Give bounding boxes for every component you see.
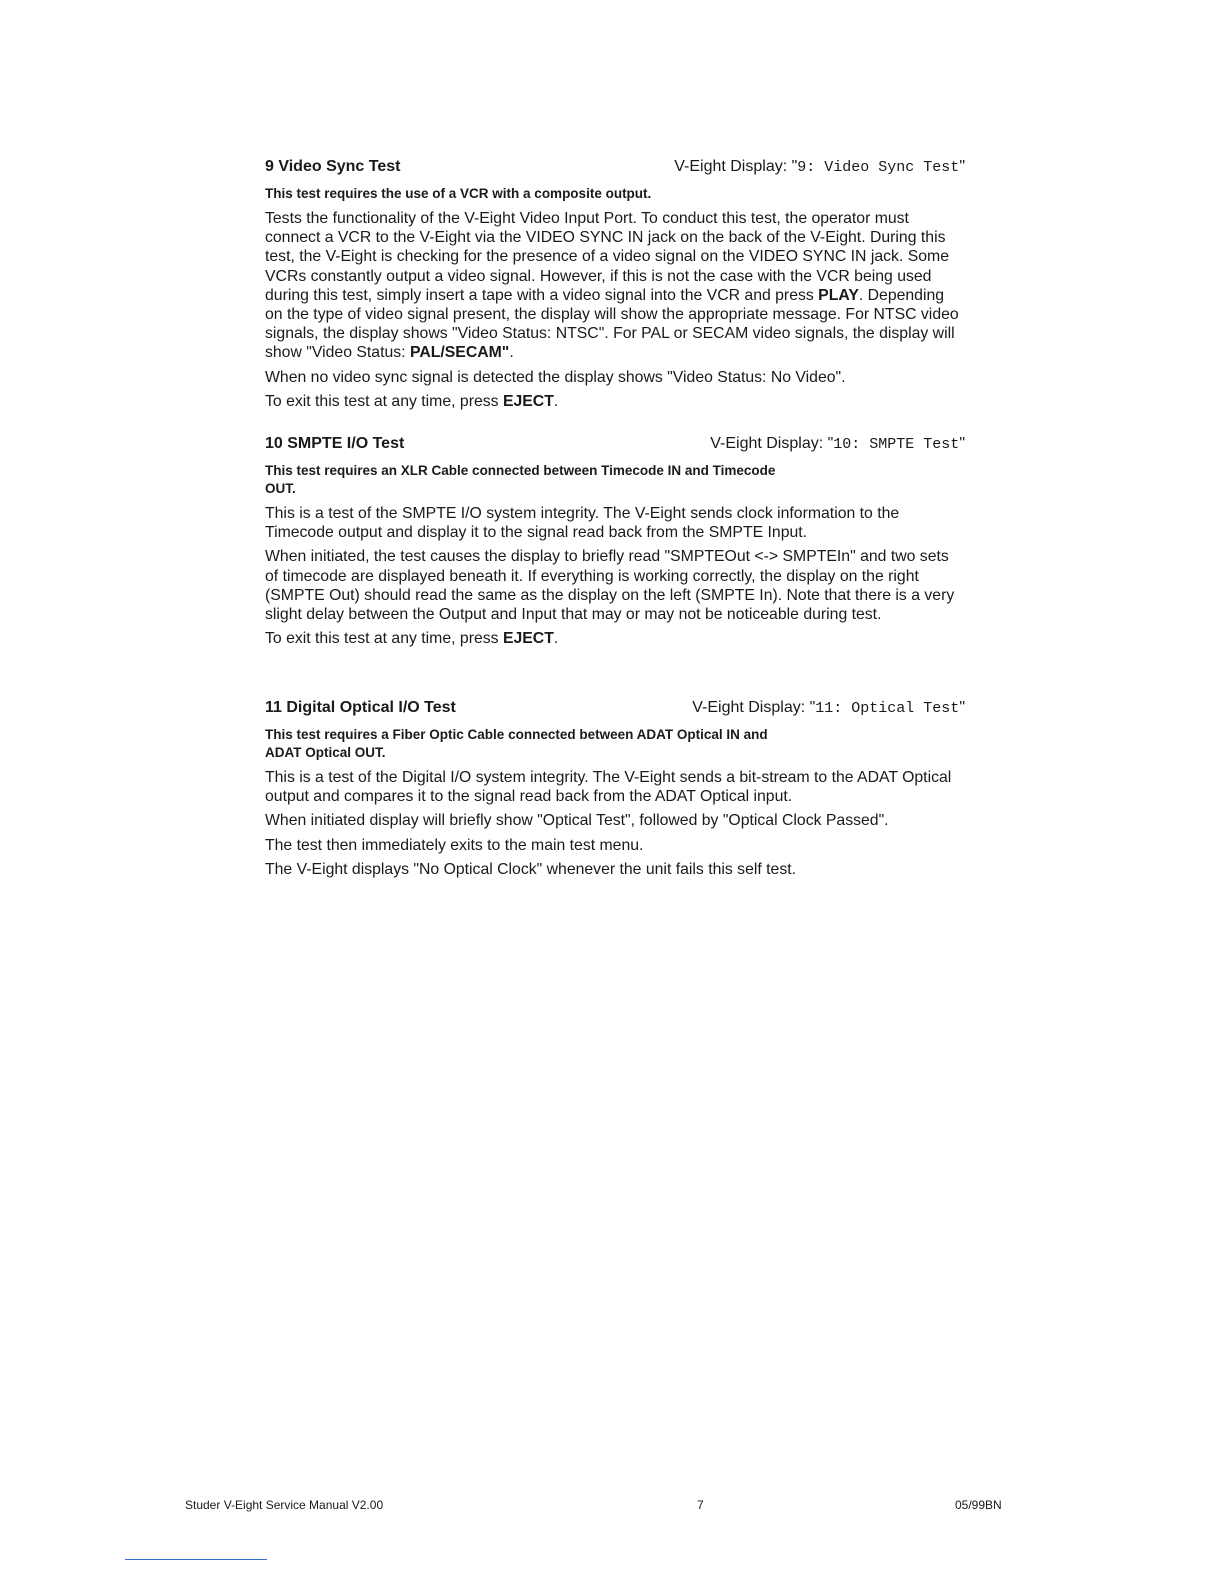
test-requirement: This test requires the use of a VCR with a composite output. (265, 186, 652, 201)
paragraph: Tests the functionality of the V-Eight Video Input Port. To conduct this test, the operator must connect a VCR to the V-Eight via the VIDEO SYNC IN jack on the back of the V-Eight. During this test, the V-Eight is checking for the presence of a video signal on the VIDEO SYNC IN jack. Some VCRs constantly output a video signal. However, if this is not the case with the VCR being used during this test, simply insert a tape with a video signal into the VCR and press PLAY. Depending on the type of video signal present, the display will show the appropriate message. For NTSC video signals, the display shows "Video Status: NTSC". For PAL or SECAM video signals, the display will show "Video Status: PAL/SECAM". (265, 210, 959, 362)
display-code: 11: Optical Test (815, 700, 960, 717)
footer-page-number: 7 (697, 1498, 704, 1512)
display-code: 10: SMPTE Test (833, 436, 960, 453)
display-code: 9: Video Sync Test (797, 159, 960, 176)
section-header (265, 697, 965, 721)
paragraph: When initiated, the test causes the display to briefly read "SMPTEOut <-> SMPTEIn" and two sets of timecode are displayed beneath it. If everything is working correctly, the display on the right (SMPTE Out) should read the same as the display on the left (SMPTE In). Note that there is a very slight delay between the Output and Input that may or may not be noticeable during test. (265, 548, 955, 624)
paragraph: This is a test of the Digital I/O system integrity. The V-Eight sends a bit-stream to the ADAT Optical output and compares it to the signal read back from the ADAT Optical input. (265, 769, 952, 806)
paragraph: To exit this test at any time, press EJECT. (265, 392, 559, 410)
paragraph: When initiated display will briefly show "Optical Test", followed by "Optical Clock Passed". (265, 812, 889, 830)
paragraph: This is a test of the SMPTE I/O system integrity. The V-Eight sends clock information to the Timecode output and display it to the signal read back from the SMPTE Input. (265, 505, 900, 542)
paragraph: To exit this test at any time, press EJECT. (265, 630, 559, 648)
section-digital-optical-io-test (265, 697, 965, 884)
test-requirement: This test requires an XLR Cable connected between Timecode IN and Timecode OUT. (265, 463, 776, 496)
display-readout: V-Eight Display: "11: Optical Test" (692, 699, 965, 717)
section-smpte-io-test (265, 433, 965, 653)
section-title: 11 Digital Optical I/O Test (265, 699, 456, 716)
display-readout: V-Eight Display: "10: SMPTE Test" (710, 435, 965, 453)
section-video-sync-test (265, 156, 965, 416)
section-header (265, 433, 965, 457)
section-title: 10 SMPTE I/O Test (265, 435, 405, 452)
paragraph: When no video sync signal is detected the display shows "Video Status: No Video". (265, 368, 846, 386)
paragraph: The V-Eight displays "No Optical Clock" whenever the unit fails this self test. (265, 860, 796, 878)
footer-date-code: 05/99BN (955, 1498, 1002, 1512)
display-readout: V-Eight Display: "9: Video Sync Test" (674, 158, 965, 176)
bottom-rule (125, 1559, 267, 1560)
footer-manual-title: Studer V-Eight Service Manual V2.00 (185, 1498, 384, 1512)
test-requirement: This test requires a Fiber Optic Cable connected between ADAT Optical IN and ADAT Optical OUT. (265, 727, 768, 760)
section-title: 9 Video Sync Test (265, 158, 401, 175)
section-header (265, 156, 965, 180)
paragraph: The test then immediately exits to the main test menu. (265, 836, 644, 854)
